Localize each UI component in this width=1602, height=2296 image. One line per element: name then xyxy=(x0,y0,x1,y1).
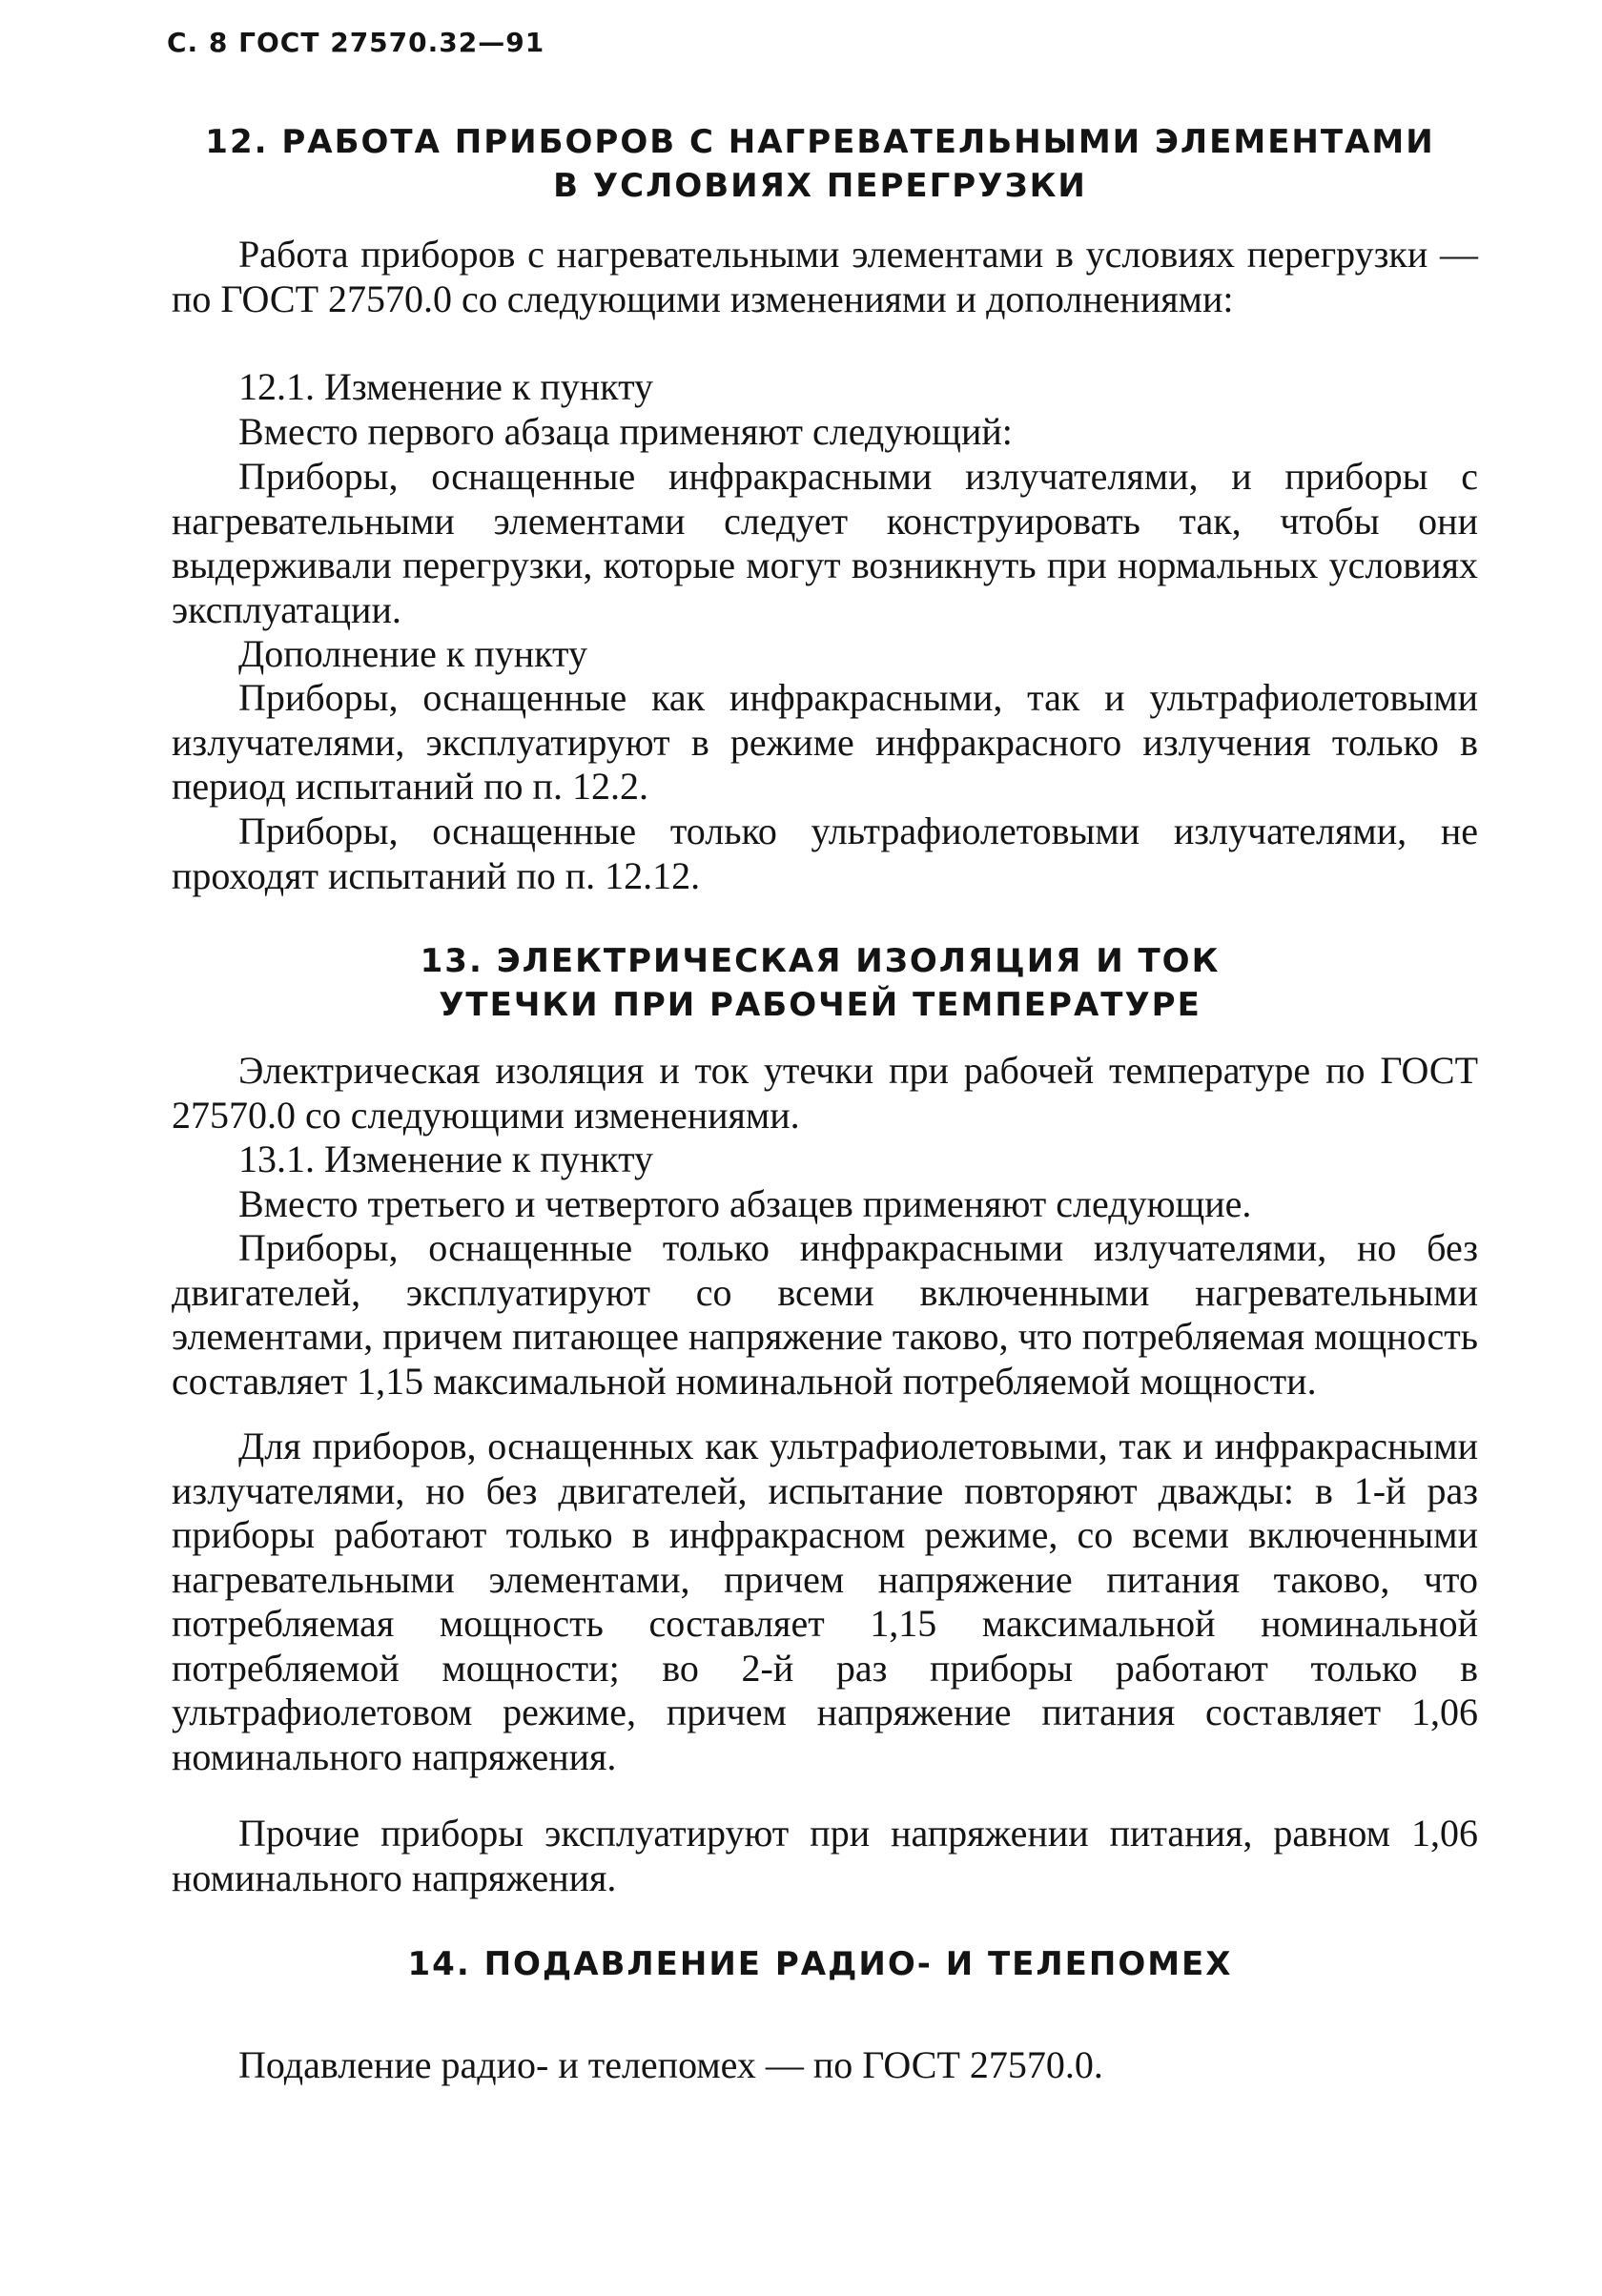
section-13-paragraph-ir-only: Приборы, оснащенные только инфракрасными излучателями, но без двигателей, эксплуатируют со всеми включенными нагревательными элементами, причем питающее напряжение таково, что потребляемая мощность составляет 1,15 максимальной номинальной потребляемой мощности. xyxy=(172,1226,1478,1403)
section-13-title-line-2: УТЕЧКИ ПРИ РАБОЧЕЙ ТЕМПЕРАТУРЕ xyxy=(439,986,1202,1024)
section-12-instead-first: Вместо первого абзаца применяют следующий: xyxy=(238,410,1013,453)
section-12-title xyxy=(167,120,1473,208)
section-12-title-line-2: В УСЛОВИЯХ ПЕРЕГРУЗКИ xyxy=(553,167,1087,205)
page-header: С. 8 ГОСТ 27570.32—91 xyxy=(167,27,545,58)
section-14-text: Подавление радио- и телепомех — по ГОСТ 27570.0. xyxy=(238,2043,1103,2086)
section-13-intro: Электрическая изоляция и ток утечки при рабочей температуре по ГОСТ 27570.0 со следующими изменениями. xyxy=(172,1049,1478,1137)
section-13-title xyxy=(167,939,1473,1027)
section-12-paragraph-devices: Приборы, оснащенные инфракрасными излучателями, и приборы с нагревательными элементами следует конструировать так, чтобы они выдерживали перегрузки, которые могут возникнуть при нормальных условиях эксплуатации. xyxy=(172,455,1478,631)
section-12-title-line-1: 12. РАБОТА ПРИБОРОВ С НАГРЕВАТЕЛЬНЫМИ ЭЛЕМЕНТАМИ xyxy=(205,123,1435,161)
section-12-paragraph-ir-uv: Приборы, оснащенные как инфракрасными, так и ультрафиолетовыми излучателями, эксплуатируют в режиме инфракрасного излучения только в период испытаний по п. 12.2. xyxy=(172,676,1478,808)
section-13-paragraph-uv-ir: Для приборов, оснащенных как ультрафиолетовыми, так и инфракрасными излучателями, но без двигателей, испытание повторяют дважды: в 1-й раз приборы работают только в инфракрасном режиме, со всеми включенными нагревательными элементами, причем напряжение питания таково, что потребляемая мощность составляет 1,15 максимальной номинальной потребляемой мощности; во 2-й раз приборы работают только в ультрафиолетовом режиме, причем напряжение питания составляет 1,06 номинального напряжения. xyxy=(172,1425,1478,1778)
section-12-addition: Дополнение к пункту xyxy=(238,632,587,675)
section-14-title: 14. ПОДАВЛЕНИЕ РАДИО- И ТЕЛЕПОМЕХ xyxy=(407,1945,1233,1983)
section-12-paragraph-uv-only: Приборы, оснащенные только ультрафиолетовыми излучателями, не проходят испытаний по п. 12.12. xyxy=(172,810,1478,897)
section-13-instead-third-fourth: Вместо третьего и четвертого абзацев применяют следующие. xyxy=(238,1182,1252,1225)
section-13-paragraph-other: Прочие приборы эксплуатируют при напряжении питания, равном 1,06 номинального напряжения. xyxy=(172,1812,1478,1899)
section-13-item-change: 13.1. Изменение к пункту xyxy=(238,1138,654,1180)
section-12-item-change: 12.1. Изменение к пункту xyxy=(238,365,654,408)
section-13-title-line-1: 13. ЭЛЕКТРИЧЕСКАЯ ИЗОЛЯЦИЯ И ТОК xyxy=(420,942,1221,980)
section-12-intro: Работа приборов с нагревательными элементами в условиях перегрузки — по ГОСТ 27570.0 со следующими изменениями и дополнениями: xyxy=(172,233,1478,320)
